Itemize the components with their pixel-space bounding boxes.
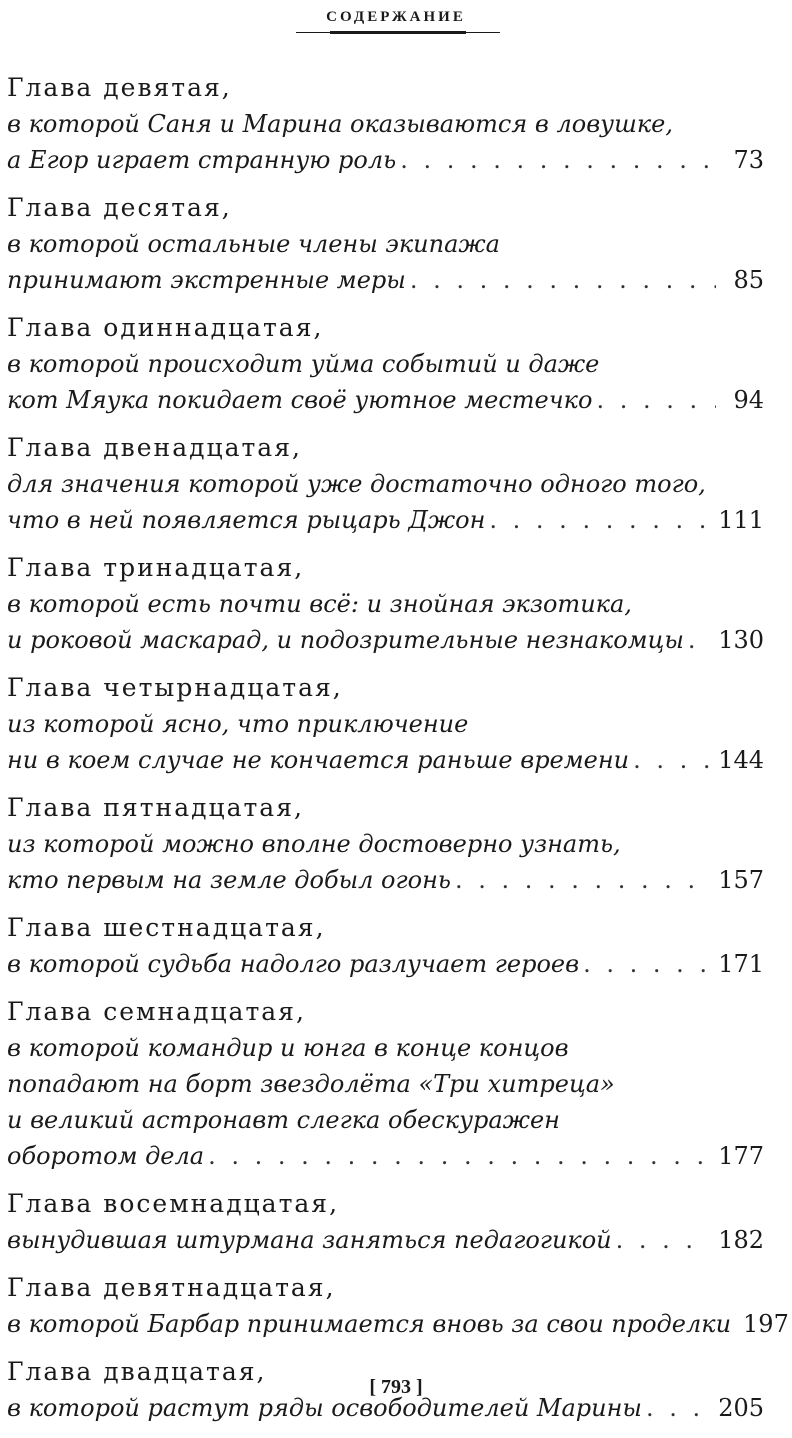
chapter-description-last-line: [7, 622, 764, 658]
chapter-description-last-line: [7, 262, 764, 298]
chapter-description-last-line: [7, 382, 764, 418]
chapter-description: вынудившая штурмана заняться педагогикой: [7, 1226, 612, 1254]
chapter-page-number[interactable]: 177: [718, 1142, 764, 1170]
chapter-title: Глава пятнадцатая,: [7, 793, 304, 822]
running-header: [0, 6, 792, 26]
chapter-title: Глава девятая,: [7, 73, 232, 102]
chapter-page-number[interactable]: 197: [743, 1310, 789, 1338]
chapter-title: Глава девятнадцатая,: [7, 1273, 336, 1302]
chapter-description: в которой командир и юнга в конце концов: [7, 1034, 569, 1062]
toc-entry[interactable]: [7, 550, 764, 658]
chapter-description: ни в коем случае не кончается раньше времени: [7, 746, 630, 774]
chapter-title: Глава двадцатая,: [7, 1357, 267, 1386]
chapter-page-number[interactable]: 171: [718, 950, 764, 978]
chapter-page-number[interactable]: 205: [718, 1394, 764, 1422]
chapter-description: и великий астронавт слегка обескуражен: [7, 1106, 560, 1134]
dot-leader: [455, 862, 710, 898]
chapter-title: Глава семнадцатая,: [7, 997, 306, 1026]
toc-list: [7, 70, 789, 1426]
chapter-title: Глава десятая,: [7, 193, 232, 222]
chapter-title: Глава тринадцатая,: [7, 553, 305, 582]
table-of-contents: [7, 70, 789, 1438]
dot-leader: [400, 142, 716, 178]
chapter-description: а Егор играет странную роль: [7, 146, 397, 174]
chapter-page-number[interactable]: 85: [733, 266, 764, 294]
page-title: СОДЕРЖАНИЕ: [326, 9, 466, 25]
chapter-description: оборотом дела: [7, 1142, 205, 1170]
chapter-page-number[interactable]: 182: [718, 1226, 764, 1254]
chapter-description: принимают экстренные меры: [7, 266, 406, 294]
dot-leader: [616, 1222, 711, 1258]
chapter-description: в которой есть почти всё: и знойная экзотика,: [7, 590, 632, 618]
toc-entry[interactable]: [7, 310, 764, 418]
dot-leader: [410, 262, 716, 298]
toc-entry[interactable]: [7, 70, 764, 178]
chapter-description-last-line: [7, 742, 764, 778]
chapter-title: Глава двенадцатая,: [7, 433, 302, 462]
dot-leader: [489, 502, 710, 538]
toc-entry[interactable]: [7, 670, 764, 778]
chapter-title: Глава четырнадцатая,: [7, 673, 343, 702]
chapter-description: кто первым на земле добыл огонь: [7, 866, 451, 894]
chapter-page-number[interactable]: 130: [718, 626, 764, 654]
chapter-description-last-line: [7, 1138, 764, 1174]
chapter-description: в которой судьба надолго разлучает героев: [7, 950, 580, 978]
toc-entry[interactable]: [7, 790, 764, 898]
chapter-description: из которой ясно, что приключение: [7, 710, 469, 738]
chapter-page-number[interactable]: 94: [733, 386, 764, 414]
chapter-page-number[interactable]: 73: [733, 146, 764, 174]
dot-leader: [583, 946, 710, 982]
dot-leader: [208, 1138, 710, 1174]
chapter-description-last-line: [7, 1222, 764, 1258]
dot-leader: [596, 382, 716, 418]
chapter-title: Глава восемнадцатая,: [7, 1189, 340, 1218]
chapter-description: для значения которой уже достаточно одного того,: [7, 470, 706, 498]
toc-entry[interactable]: [7, 430, 764, 538]
chapter-description: попадают на борт звездолёта «Три хитреца»: [7, 1070, 615, 1098]
chapter-title: Глава одиннадцатая,: [7, 313, 324, 342]
chapter-description: в которой Саня и Марина оказываются в ловушке,: [7, 110, 673, 138]
chapter-description-last-line: [7, 502, 764, 538]
toc-entry[interactable]: [7, 190, 764, 298]
toc-entry[interactable]: [7, 910, 764, 982]
toc-entry[interactable]: [7, 994, 764, 1174]
page-number: [ 793 ]: [369, 1376, 423, 1398]
chapter-description-last-line: [7, 946, 764, 982]
chapter-description-last-line: [7, 862, 764, 898]
chapter-title: Глава шестнадцатая,: [7, 913, 326, 942]
chapter-page-number[interactable]: 111: [718, 506, 764, 534]
chapter-description-last-line: [7, 142, 764, 178]
header-rule-accent: [330, 31, 466, 34]
chapter-description: в которой Барбар принимается вновь за свои проделки: [7, 1310, 732, 1338]
chapter-description: и роковой маскарад, и подозрительные незнакомцы: [7, 626, 684, 654]
chapter-description-last-line: [7, 1306, 789, 1342]
chapter-description: из которой можно вполне достоверно узнать,: [7, 830, 621, 858]
chapter-page-number[interactable]: 144: [718, 746, 764, 774]
chapter-description: кот Мяука покидает своё уютное местечко: [7, 386, 593, 414]
dot-leader: [633, 742, 710, 778]
chapter-description: что в ней появляется рыцарь Джон: [7, 506, 486, 534]
chapter-description: в которой остальные члены экипажа: [7, 230, 500, 258]
chapter-description: в которой происходит уйма событий и даже: [7, 350, 600, 378]
toc-entry[interactable]: [7, 1270, 789, 1342]
dot-leader: [688, 622, 710, 658]
toc-entry[interactable]: [7, 1186, 764, 1258]
chapter-page-number[interactable]: 157: [718, 866, 764, 894]
chapter-description: в которой растут ряды освободителей Марины: [7, 1394, 642, 1422]
